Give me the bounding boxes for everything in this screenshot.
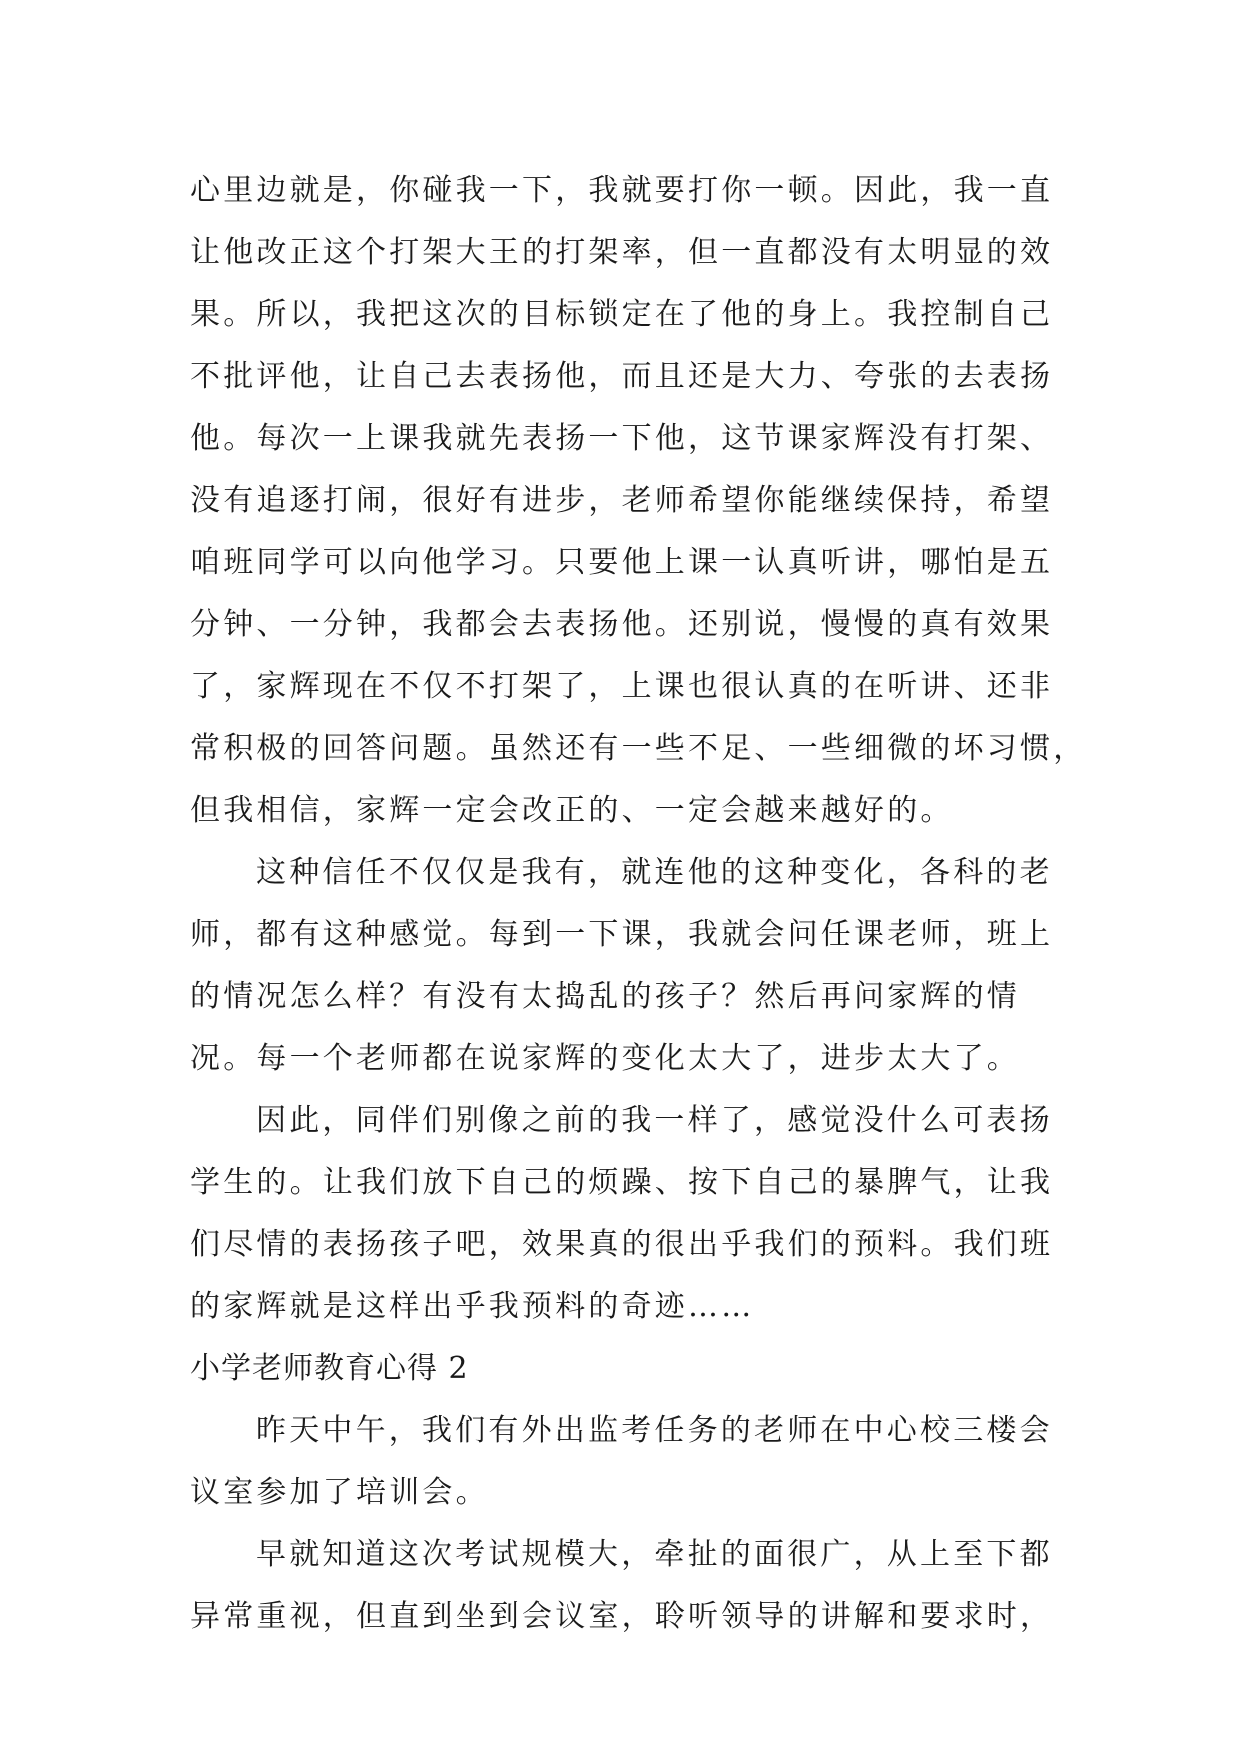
text-line: 学生的。让我们放下自己的烦躁、按下自己的暴脾气，让我	[190, 1165, 1054, 1200]
text-line: 们尽情的表扬孩子吧，效果真的很出乎我们的预料。我们班	[190, 1227, 1054, 1262]
text-line: 没有追逐打闹，很好有进步，老师希望你能继续保持，希望	[190, 483, 1054, 518]
text-line: 师，都有这种感觉。每到一下课，我就会问任课老师，班上	[190, 917, 1054, 952]
paragraph-1	[190, 160, 1087, 842]
text-line: 因此，同伴们别像之前的我一样了，感觉没什么可表扬	[256, 1103, 1053, 1138]
text-line: 的家辉就是这样出乎我预料的奇迹……	[190, 1289, 755, 1324]
section-title: 小学老师教育心得 2	[190, 1351, 469, 1386]
text-line: 果。所以，我把这次的目标锁定在了他的身上。我控制自己	[190, 297, 1054, 332]
text-line: 心里边就是，你碰我一下，我就要打你一顿。因此，我一直	[190, 173, 1054, 208]
text-line: 不批评他，让自己去表扬他，而且还是大力、夸张的去表扬	[190, 359, 1054, 394]
section-paragraph-2	[190, 1524, 1055, 1648]
text-line: 早就知道这次考试规模大，牵扯的面很广，从上至下都	[256, 1537, 1053, 1572]
text-line: 让他改正这个打架大王的打架率，但一直都没有太明显的效	[190, 235, 1054, 270]
section-paragraph-1	[190, 1400, 1055, 1524]
paragraph-2	[190, 842, 1055, 1090]
paragraph-3	[190, 1090, 1055, 1338]
text-line: 分钟、一分钟，我都会去表扬他。还别说，慢慢的真有效果	[190, 607, 1054, 642]
text-line: 这种信任不仅仅是我有，就连他的这种变化，各科的老	[256, 855, 1053, 890]
text-line: 昨天中午，我们有外出监考任务的老师在中心校三楼会	[256, 1413, 1053, 1448]
text-line: 咱班同学可以向他学习。只要他上课一认真听讲，哪怕是五	[190, 545, 1054, 580]
text-line: 他。每次一上课我就先表扬一下他，这节课家辉没有打架、	[190, 421, 1054, 456]
text-line: 况。每一个老师都在说家辉的变化太大了，进步太大了。	[190, 1041, 1020, 1076]
text-line: 常积极的回答问题。虽然还有一些不足、一些细微的坏习惯，	[190, 731, 1087, 766]
text-line: 但我相信，家辉一定会改正的、一定会越来越好的。	[190, 793, 954, 828]
document-body	[190, 160, 1087, 1648]
text-line: 异常重视，但直到坐到会议室，聆听领导的讲解和要求时，	[190, 1599, 1054, 1634]
text-line: 了，家辉现在不仅不打架了，上课也很认真的在听讲、还非	[190, 669, 1054, 704]
text-line: 议室参加了培训会。	[190, 1475, 489, 1510]
text-line: 的情况怎么样？有没有太捣乱的孩子？然后再问家辉的情	[190, 979, 1020, 1014]
